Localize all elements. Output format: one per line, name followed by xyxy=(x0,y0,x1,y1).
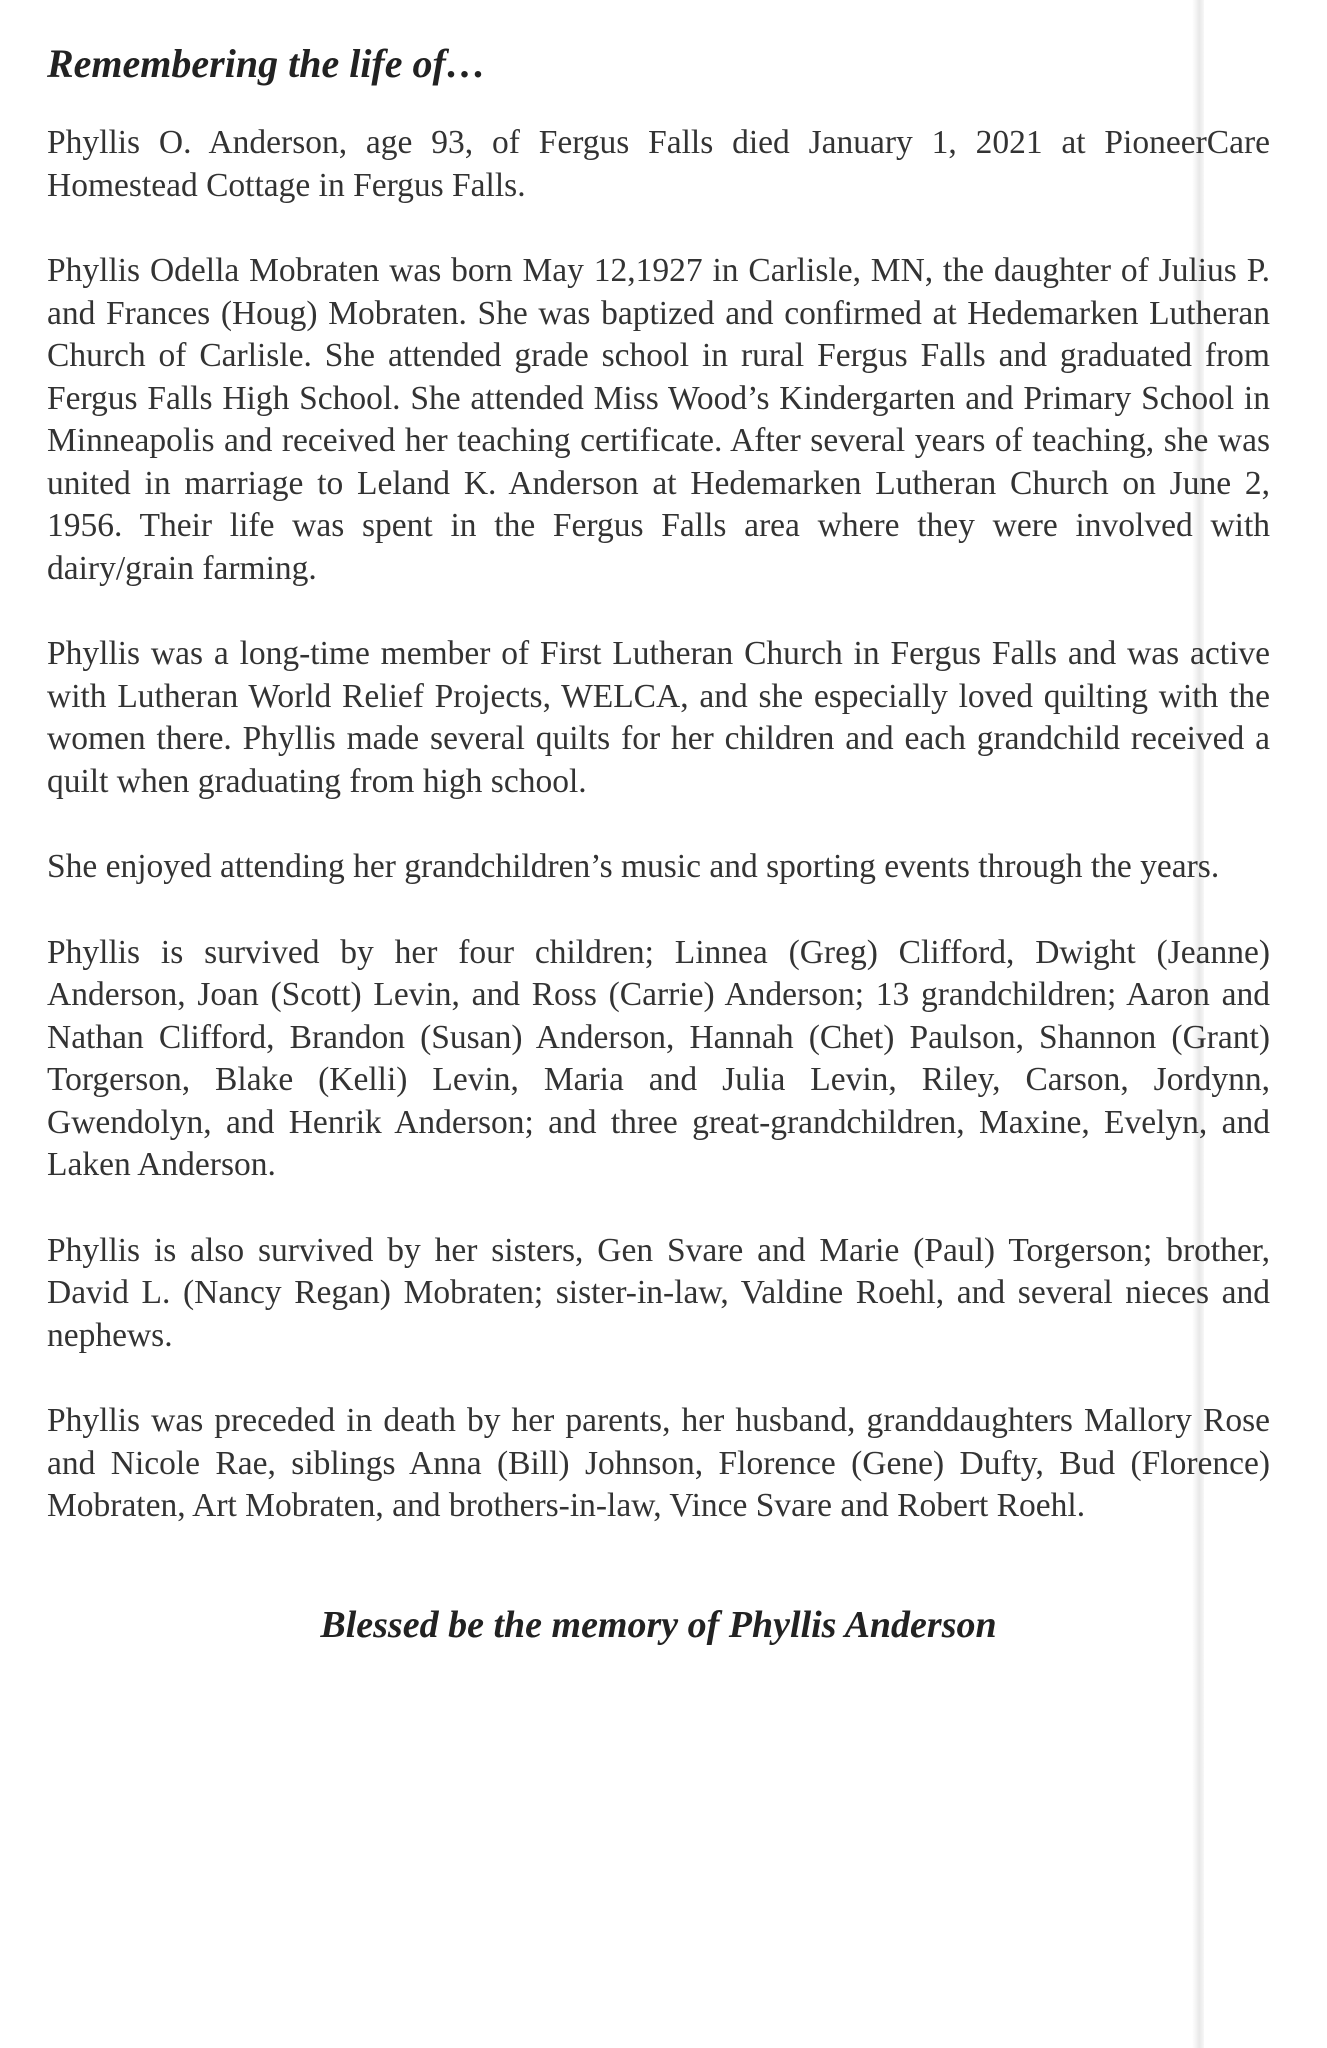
obituary-body xyxy=(47,40,1270,1647)
paragraph-death-notice: Phyllis O. Anderson, age 93, of Fergus Falls died January 1, 2021 at PioneerCare Homestead Cottage in Fergus Falls. xyxy=(47,124,1270,204)
paragraph-grandchildren-events: She enjoyed attending her grandchildren’s music and sporting events through the years. xyxy=(47,848,1220,885)
paragraph-preceded-in-death: Phyllis was preceded in death by her parents, her husband, granddaughters Mallory Rose and Nicole Rae, siblings Anna (Bill) Johnson, Florence (Gene) Dufty, Bud (Florence) Mobraten, Art Mobraten, and brothers-in-law, Vince Svare and Robert Roehl. xyxy=(47,1402,1270,1524)
paragraph-survived-by-siblings: Phyllis is also survived by her sisters, Gen Svare and Marie (Paul) Torgerson; brother, David L. (Nancy Regan) Mobraten; sister-in-law, Valdine Roehl, and several nieces and nephews. xyxy=(47,1231,1270,1354)
document-heading: Remembering the life of… xyxy=(47,41,486,86)
closing-line: Blessed be the memory of Phyllis Anderson xyxy=(320,1603,997,1646)
paragraph-church: Phyllis was a long-time member of First Lutheran Church in Fergus Falls and was active with Lutheran World Relief Projects, WELCA, and she especially loved quilting with the women there. Phyllis made several quilts for her children and each grandchild received a quilt when graduating from high school. xyxy=(47,635,1270,800)
paragraph-survived-by-children: Phyllis is survived by her four children; Linnea (Greg) Clifford, Dwight (Jeanne) Anderson, Joan (Scott) Levin, and Ross (Carrie) Anderson; 13 grandchildren; Aaron and Nathan Clifford, Brandon (Susan) Anderson, Hannah (Chet) Paulson, Shannon (Grant) Torgerson, Blake (Kelli) Levin, Maria and Julia Levin, Riley, Carson, Jordynn, Gwendolyn, and Henrik Anderson; and three great-grandchildren, Maxine, Evelyn, and Laken Anderson. xyxy=(47,933,1270,1183)
paragraph-early-life: Phyllis Odella Mobraten was born May 12,1927 in Carlisle, MN, the daughter of Julius P. and Frances (Houg) Mobraten. She was baptized and confirmed at Hedemarken Lutheran Church of Carlisle. She attended grade school in rural Fergus Falls and graduated from Fergus Falls High School. She attended Miss Wood’s Kindergarten and Primary School in Minneapolis and received her teaching certificate. After several years of teaching, she was united in marriage to Leland K. Anderson at Hedemarken Lutheran Church on June 2, 1956. Their life was spent in the Fergus Falls area where they were involved with dairy/grain farming. xyxy=(47,252,1270,587)
